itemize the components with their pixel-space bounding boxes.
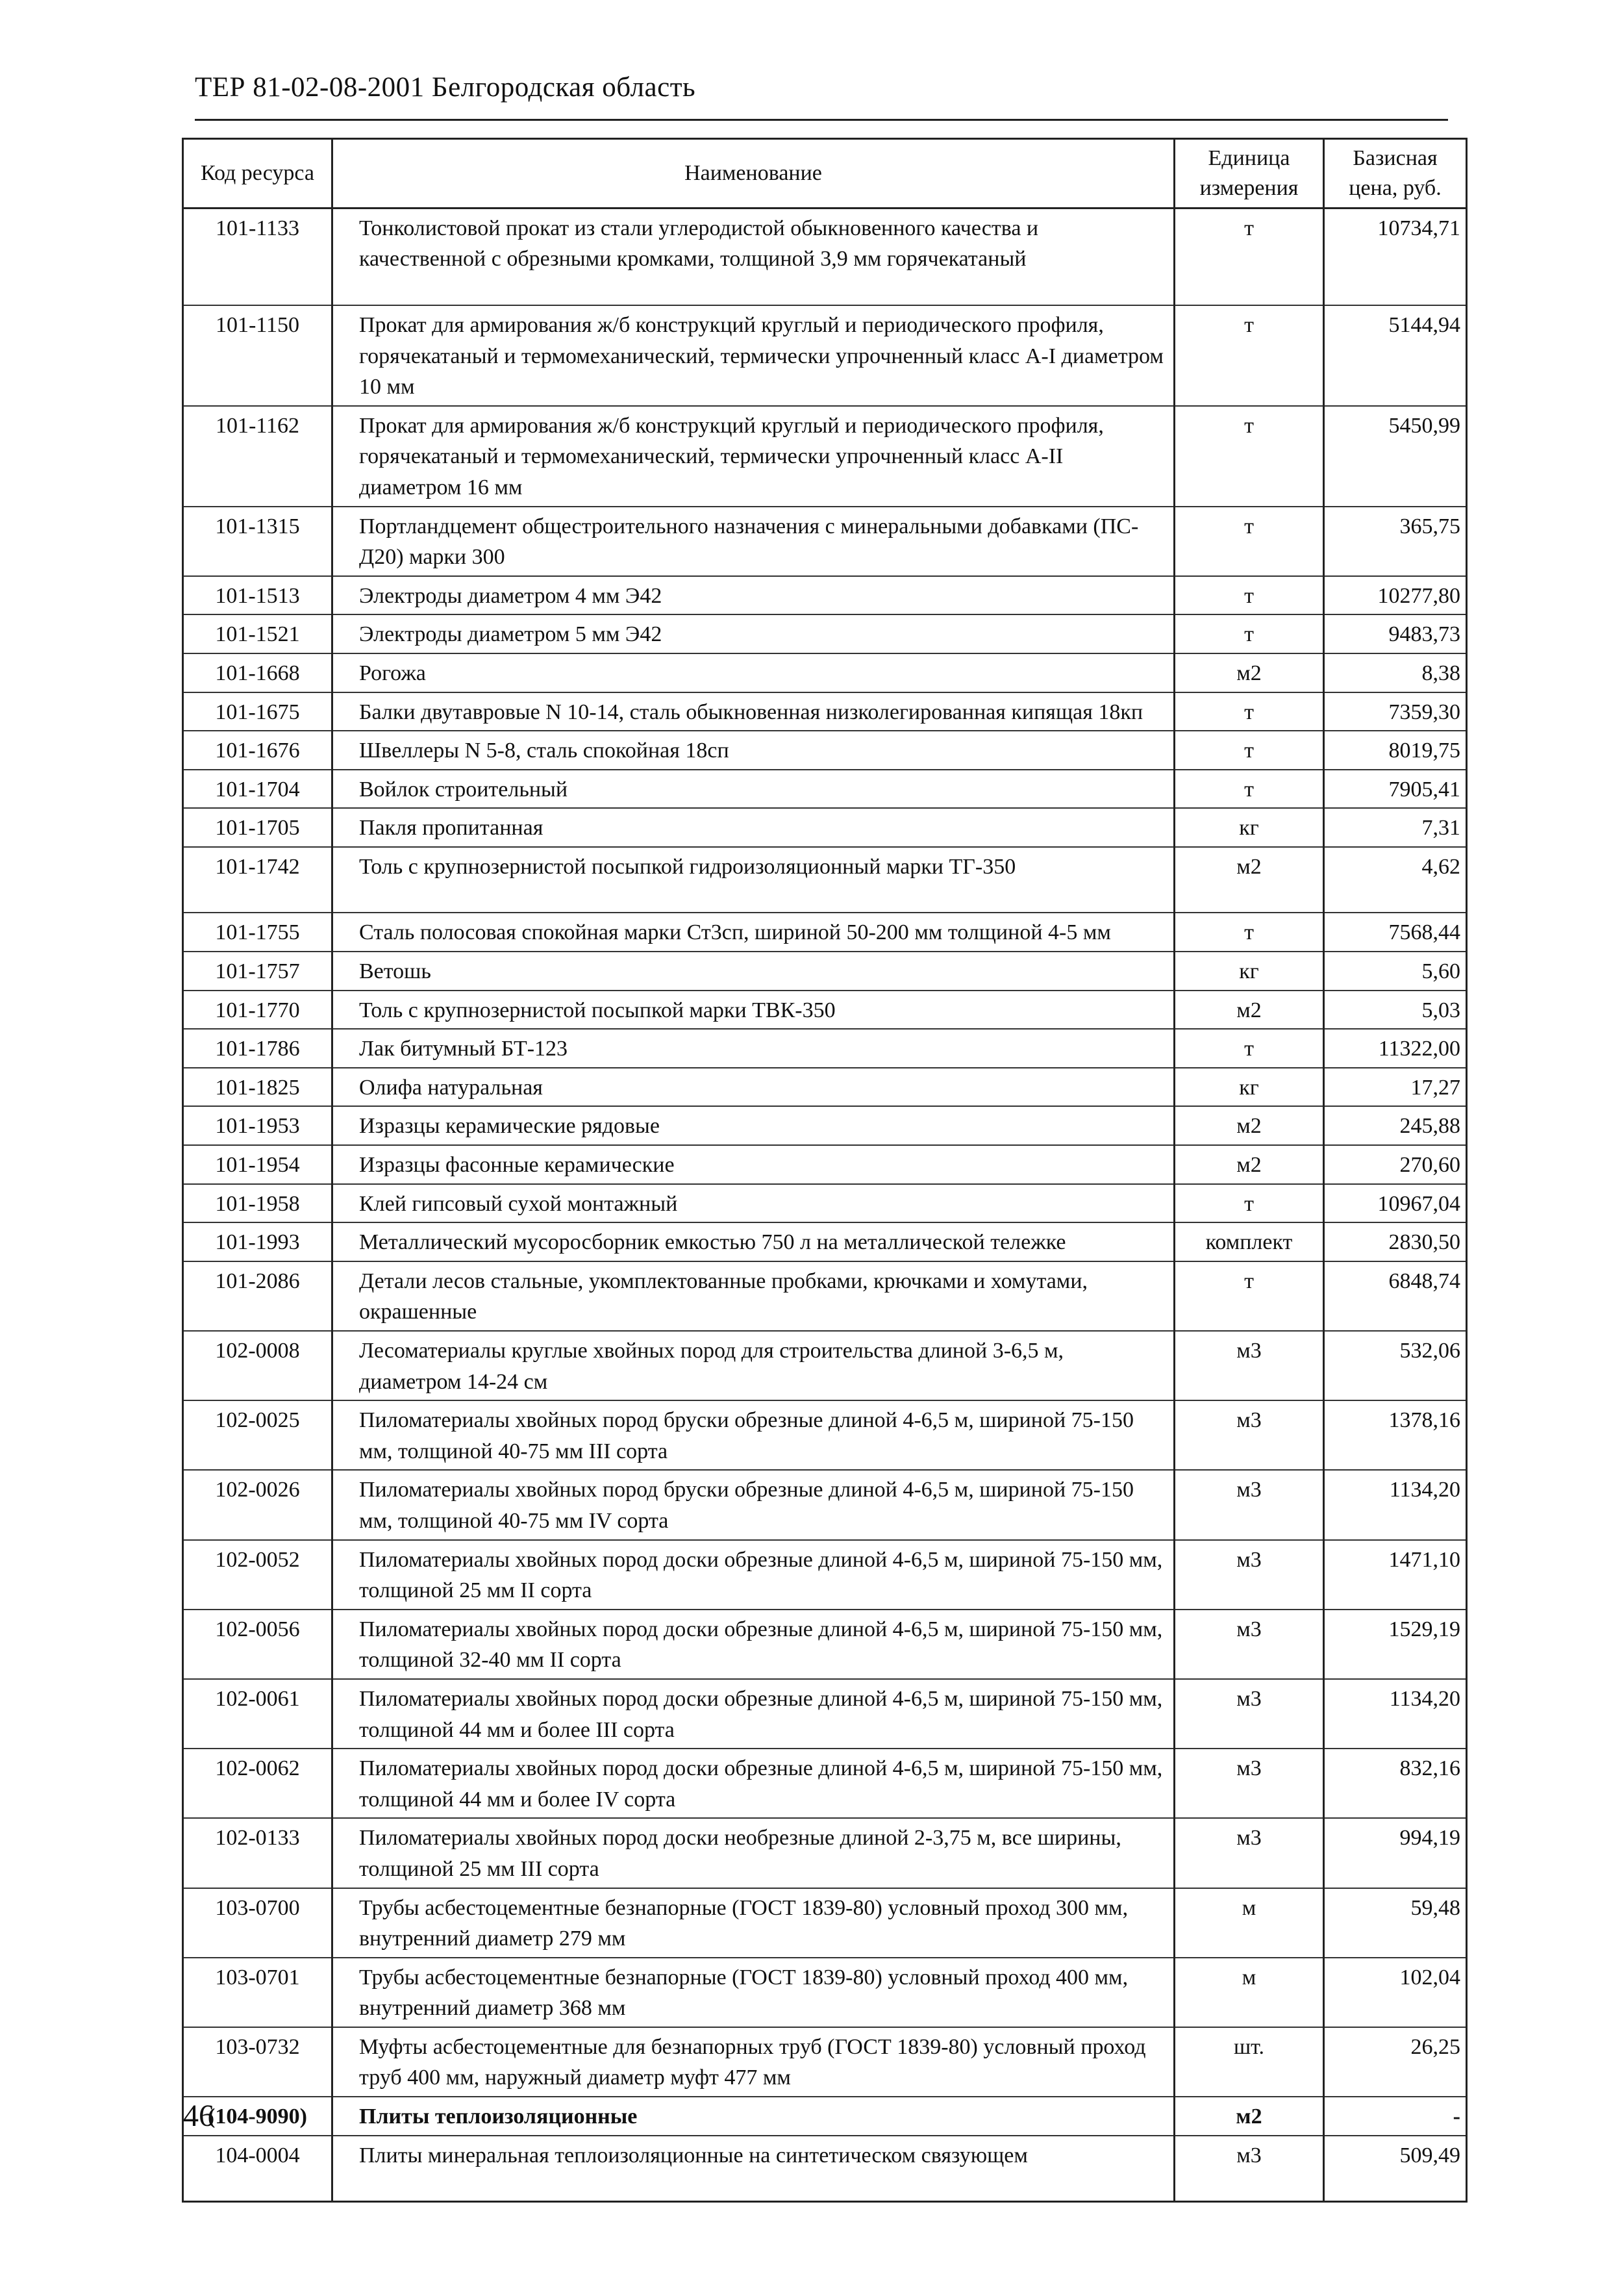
table-header-row — [183, 139, 1467, 208]
price-cell: 7,31 — [1324, 808, 1467, 847]
resource-code-cell: 101-1825 — [183, 1068, 332, 1107]
resource-code-cell: 101-1150 — [183, 305, 332, 406]
table-row — [183, 913, 1467, 952]
price-cell: 102,04 — [1324, 1958, 1467, 2027]
resource-name-cell: Клей гипсовый сухой монтажный — [332, 1184, 1175, 1223]
price-cell: 245,88 — [1324, 1106, 1467, 1145]
resource-name-cell: Трубы асбестоцементные безнапорные (ГОСТ 1839-80) условный проход 400 мм, внутренний диаметр 368 мм — [332, 1958, 1175, 2027]
table-row — [183, 1470, 1467, 1539]
unit-cell: м — [1175, 1888, 1324, 1958]
price-cell: - — [1324, 2097, 1467, 2136]
resource-name-cell: Сталь полосовая спокойная марки Ст3сп, шириной 50-200 мм толщиной 4-5 мм — [332, 913, 1175, 952]
price-cell: 17,27 — [1324, 1068, 1467, 1107]
price-cell: 365,75 — [1324, 507, 1467, 576]
unit-cell: м3 — [1175, 1540, 1324, 1610]
unit-cell: т — [1175, 507, 1324, 576]
unit-cell: м2 — [1175, 847, 1324, 913]
unit-cell: м — [1175, 1958, 1324, 2027]
resource-name-cell: Металлический мусоросборник емкостью 750 л на металлической тележке — [332, 1222, 1175, 1261]
price-cell: 532,06 — [1324, 1331, 1467, 1400]
resource-code-cell: 101-1705 — [183, 808, 332, 847]
resource-name-cell: Электроды диаметром 4 мм Э42 — [332, 576, 1175, 615]
resource-code-cell: 101-1513 — [183, 576, 332, 615]
resource-name-cell: Толь с крупнозернистой посыпкой гидроизоляционный марки ТГ-350 — [332, 847, 1175, 913]
table-row — [183, 1145, 1467, 1184]
price-cell: 1134,20 — [1324, 1470, 1467, 1539]
resource-code-cell: 102-0056 — [183, 1610, 332, 1679]
table-row — [183, 692, 1467, 731]
price-cell: 10734,71 — [1324, 208, 1467, 305]
table-row — [183, 1540, 1467, 1610]
resource-name-cell: Тонколистовой прокат из стали углеродистой обыкновенного качества и качественной с обрезными кромками, толщиной 3,9 мм горячекатаный — [332, 208, 1175, 305]
resource-name-cell: Пиломатериалы хвойных пород бруски обрезные длиной 4-6,5 м, шириной 75-150 мм, толщиной 40-75 мм III сорта — [332, 1400, 1175, 1470]
price-cell: 509,49 — [1324, 2136, 1467, 2202]
column-header-code: Код ресурса — [183, 139, 332, 208]
table-row — [183, 208, 1467, 305]
price-cell: 5450,99 — [1324, 406, 1467, 507]
unit-cell: т — [1175, 576, 1324, 615]
price-cell: 5,60 — [1324, 952, 1467, 991]
price-cell: 1529,19 — [1324, 1610, 1467, 1679]
table-row — [183, 1818, 1467, 1888]
resource-code-cell: 101-1521 — [183, 614, 332, 653]
table-row — [183, 731, 1467, 770]
price-cell: 8019,75 — [1324, 731, 1467, 770]
table-row — [183, 1610, 1467, 1679]
resource-name-cell: Лесоматериалы круглые хвойных пород для строительства длиной 3-6,5 м, диаметром 14-24 см — [332, 1331, 1175, 1400]
resource-name-cell: Портландцемент общестроительного назначения с минеральными добавками (ПС-Д20) марки 300 — [332, 507, 1175, 576]
price-cell: 2830,50 — [1324, 1222, 1467, 1261]
resource-code-cell: 102-0052 — [183, 1540, 332, 1610]
resource-code-cell: 101-1133 — [183, 208, 332, 305]
unit-cell: м2 — [1175, 991, 1324, 1030]
unit-cell: м2 — [1175, 1145, 1324, 1184]
unit-cell: т — [1175, 208, 1324, 305]
resource-code-cell: 104-0004 — [183, 2136, 332, 2202]
resource-code-cell: 101-1993 — [183, 1222, 332, 1261]
resource-code-cell: 101-1755 — [183, 913, 332, 952]
resource-name-cell: Прокат для армирования ж/б конструкций круглый и периодического профиля, горячекатаный и термомеханический, термически упрочненный класс А-I диаметром 10 мм — [332, 305, 1175, 406]
unit-cell: т — [1175, 1029, 1324, 1068]
unit-cell: м3 — [1175, 1470, 1324, 1539]
table-row — [183, 847, 1467, 913]
resource-name-cell: Изразцы фасонные керамические — [332, 1145, 1175, 1184]
resource-name-cell: Пиломатериалы хвойных пород доски обрезные длиной 4-6,5 м, шириной 75-150 мм, толщиной 44 мм и более III сорта — [332, 1679, 1175, 1749]
resource-code-cell: 101-1954 — [183, 1145, 332, 1184]
resource-code-cell: 102-0025 — [183, 1400, 332, 1470]
price-cell: 7568,44 — [1324, 913, 1467, 952]
resource-code-cell: 101-1162 — [183, 406, 332, 507]
resource-name-cell: Войлок строительный — [332, 770, 1175, 809]
document-header: ТЕР 81-02-08-2001 Белгородская область — [195, 72, 696, 103]
unit-cell: т — [1175, 692, 1324, 731]
price-cell: 994,19 — [1324, 1818, 1467, 1888]
table-row — [183, 576, 1467, 615]
unit-cell: м2 — [1175, 1106, 1324, 1145]
table-row — [183, 1222, 1467, 1261]
price-cell: 10277,80 — [1324, 576, 1467, 615]
resource-name-cell: Олифа натуральная — [332, 1068, 1175, 1107]
unit-cell: м2 — [1175, 2097, 1324, 2136]
table-row — [183, 952, 1467, 991]
resource-code-cell: 101-1786 — [183, 1029, 332, 1068]
resource-price-table — [182, 138, 1468, 2203]
price-cell: 7905,41 — [1324, 770, 1467, 809]
resource-name-cell: Прокат для армирования ж/б конструкций круглый и периодического профиля, горячекатаный и термомеханический, термически упрочненный класс А-II диаметром 16 мм — [332, 406, 1175, 507]
resource-name-cell: Муфты асбестоцементные для безнапорных труб (ГОСТ 1839-80) условный проход труб 400 мм, наружный диаметр муфт 477 мм — [332, 2027, 1175, 2097]
table-row — [183, 1749, 1467, 1818]
resource-name-cell: Пиломатериалы хвойных пород доски обрезные длиной 4-6,5 м, шириной 75-150 мм, толщиной 25 мм II сорта — [332, 1540, 1175, 1610]
resource-code-cell: 103-0732 — [183, 2027, 332, 2097]
page-number: 46 — [183, 2099, 214, 2133]
price-cell: 5,03 — [1324, 991, 1467, 1030]
resource-name-cell: Изразцы керамические рядовые — [332, 1106, 1175, 1145]
resource-name-cell: Детали лесов стальные, укомплектованные пробками, крючками и хомутами, окрашенные — [332, 1261, 1175, 1331]
unit-cell: м3 — [1175, 2136, 1324, 2202]
resource-code-cell: 101-1757 — [183, 952, 332, 991]
table-body — [183, 208, 1467, 2201]
resource-name-cell: Пиломатериалы хвойных пород доски необрезные длиной 2-3,75 м, все ширины, толщиной 25 мм III сорта — [332, 1818, 1175, 1888]
resource-code-cell: 101-1315 — [183, 507, 332, 576]
table-row — [183, 1029, 1467, 1068]
column-header-price: Базисная цена, руб. — [1324, 139, 1467, 208]
unit-cell: т — [1175, 1184, 1324, 1223]
resource-name-cell: Балки двутавровые N 10-14, сталь обыкновенная низколегированная кипящая 18кп — [332, 692, 1175, 731]
resource-code-cell: 102-0062 — [183, 1749, 332, 1818]
table-row — [183, 1106, 1467, 1145]
price-cell: 7359,30 — [1324, 692, 1467, 731]
unit-cell: комплект — [1175, 1222, 1324, 1261]
table-row — [183, 1958, 1467, 2027]
price-cell: 8,38 — [1324, 653, 1467, 692]
unit-cell: т — [1175, 614, 1324, 653]
price-cell: 1134,20 — [1324, 1679, 1467, 1749]
table-row — [183, 1068, 1467, 1107]
resource-code-cell: 102-0008 — [183, 1331, 332, 1400]
table-row — [183, 2027, 1467, 2097]
unit-cell: м3 — [1175, 1610, 1324, 1679]
table-row — [183, 614, 1467, 653]
resource-code-cell: 101-1668 — [183, 653, 332, 692]
resource-name-cell: Толь с крупнозернистой посыпкой марки ТВК-350 — [332, 991, 1175, 1030]
unit-cell: шт. — [1175, 2027, 1324, 2097]
table-row — [183, 808, 1467, 847]
resource-name-cell: Пиломатериалы хвойных пород доски обрезные длиной 4-6,5 м, шириной 75-150 мм, толщиной 32-40 мм II сорта — [332, 1610, 1175, 1679]
table-row — [183, 406, 1467, 507]
table-row — [183, 991, 1467, 1030]
price-cell: 4,62 — [1324, 847, 1467, 913]
resource-name-cell: Пиломатериалы хвойных пород бруски обрезные длиной 4-6,5 м, шириной 75-150 мм, толщиной 40-75 мм IV сорта — [332, 1470, 1175, 1539]
resource-name-cell: Пакля пропитанная — [332, 808, 1175, 847]
unit-cell: кг — [1175, 1068, 1324, 1107]
resource-code-cell: 101-1742 — [183, 847, 332, 913]
resource-code-cell: 102-0026 — [183, 1470, 332, 1539]
table-row — [183, 305, 1467, 406]
price-cell: 26,25 — [1324, 2027, 1467, 2097]
table-row — [183, 1400, 1467, 1470]
table-header — [183, 139, 1467, 208]
unit-cell: т — [1175, 1261, 1324, 1331]
unit-cell: м3 — [1175, 1331, 1324, 1400]
price-cell: 9483,73 — [1324, 614, 1467, 653]
unit-cell: м3 — [1175, 1818, 1324, 1888]
resource-code-cell: 101-1770 — [183, 991, 332, 1030]
unit-cell: м3 — [1175, 1679, 1324, 1749]
price-cell: 6848,74 — [1324, 1261, 1467, 1331]
unit-cell: кг — [1175, 808, 1324, 847]
resource-name-cell: Лак битумный БТ-123 — [332, 1029, 1175, 1068]
resource-name-cell: Электроды диаметром 5 мм Э42 — [332, 614, 1175, 653]
price-cell: 5144,94 — [1324, 305, 1467, 406]
resource-name-cell: Рогожа — [332, 653, 1175, 692]
resource-code-cell: 103-0701 — [183, 1958, 332, 2027]
price-cell: 270,60 — [1324, 1145, 1467, 1184]
column-header-unit: Единица измерения — [1175, 139, 1324, 208]
table-row — [183, 770, 1467, 809]
table-row — [183, 1184, 1467, 1223]
unit-cell: т — [1175, 770, 1324, 809]
resource-name-cell: Плиты теплоизоляционные — [332, 2097, 1175, 2136]
resource-code-cell: 102-0133 — [183, 1818, 332, 1888]
unit-cell: т — [1175, 731, 1324, 770]
resource-name-cell: Плиты минеральная теплоизоляционные на синтетическом связующем — [332, 2136, 1175, 2202]
resource-code-cell: 101-1958 — [183, 1184, 332, 1223]
resource-code-cell: 101-1953 — [183, 1106, 332, 1145]
resource-code-cell: (104-9090) — [183, 2097, 332, 2136]
unit-cell: т — [1175, 913, 1324, 952]
resource-code-cell: 101-1676 — [183, 731, 332, 770]
resource-name-cell: Ветошь — [332, 952, 1175, 991]
table-row — [183, 653, 1467, 692]
table-row — [183, 507, 1467, 576]
unit-cell: т — [1175, 305, 1324, 406]
unit-cell: кг — [1175, 952, 1324, 991]
price-cell: 10967,04 — [1324, 1184, 1467, 1223]
table-row — [183, 1888, 1467, 1958]
column-header-name: Наименование — [332, 139, 1175, 208]
resource-code-cell: 101-1675 — [183, 692, 332, 731]
unit-cell: м3 — [1175, 1400, 1324, 1470]
table-row — [183, 2097, 1467, 2136]
price-cell: 1378,16 — [1324, 1400, 1467, 1470]
table-row — [183, 2136, 1467, 2202]
resource-name-cell: Швеллеры N 5-8, сталь спокойная 18сп — [332, 731, 1175, 770]
header-divider — [195, 119, 1448, 121]
price-cell: 11322,00 — [1324, 1029, 1467, 1068]
unit-cell: т — [1175, 406, 1324, 507]
table-row — [183, 1679, 1467, 1749]
price-cell: 832,16 — [1324, 1749, 1467, 1818]
unit-cell: м2 — [1175, 653, 1324, 692]
resource-code-cell: 102-0061 — [183, 1679, 332, 1749]
resource-name-cell: Трубы асбестоцементные безнапорные (ГОСТ 1839-80) условный проход 300 мм, внутренний диаметр 279 мм — [332, 1888, 1175, 1958]
price-cell: 59,48 — [1324, 1888, 1467, 1958]
table-row — [183, 1261, 1467, 1331]
resource-code-cell: 101-2086 — [183, 1261, 332, 1331]
table-row — [183, 1331, 1467, 1400]
resource-code-cell: 101-1704 — [183, 770, 332, 809]
resource-name-cell: Пиломатериалы хвойных пород доски обрезные длиной 4-6,5 м, шириной 75-150 мм, толщиной 44 мм и более IV сорта — [332, 1749, 1175, 1818]
price-cell: 1471,10 — [1324, 1540, 1467, 1610]
resource-code-cell: 103-0700 — [183, 1888, 332, 1958]
unit-cell: м3 — [1175, 1749, 1324, 1818]
